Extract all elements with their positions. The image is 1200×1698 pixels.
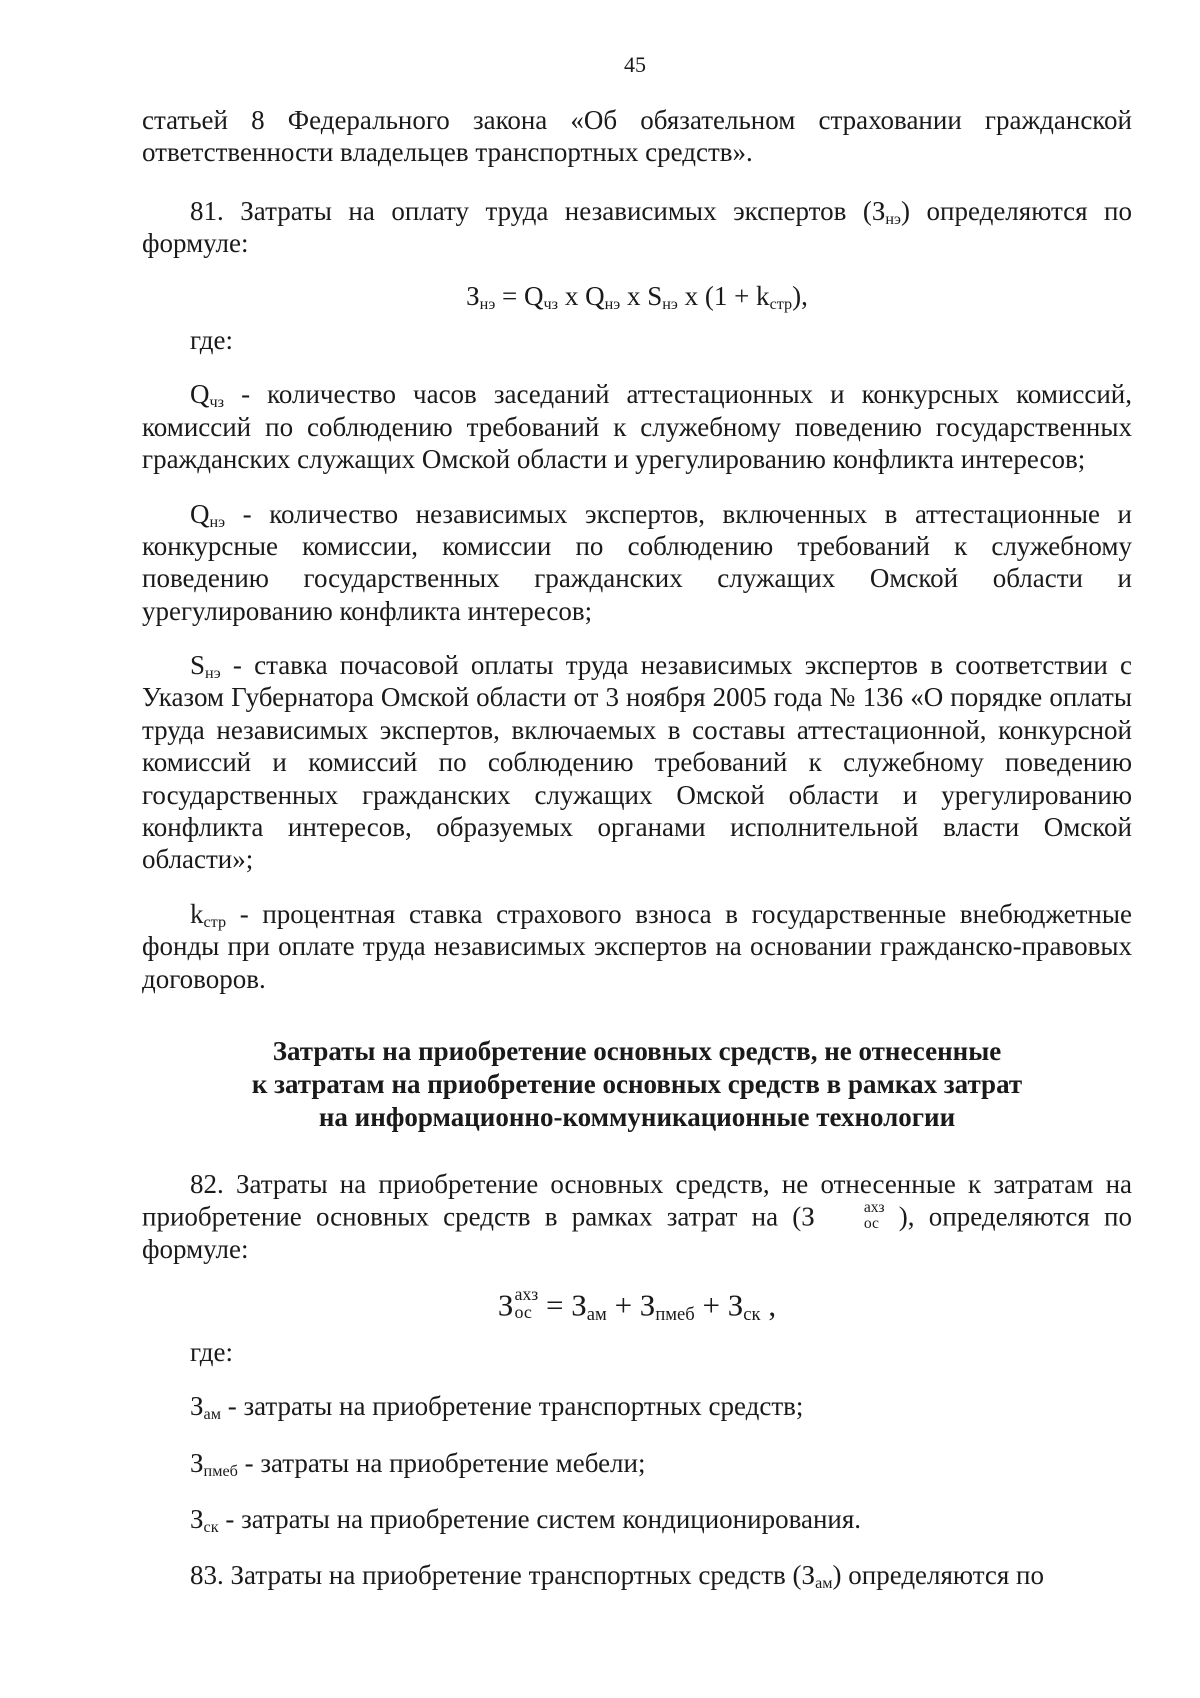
- definition-z-pmeb: $З_{пмеб}$ - затраты на приобретение мебели;: [190, 1447, 646, 1480]
- where-label-1: где:: [190, 324, 233, 355]
- sup-sub-stack: ахз ос: [514, 1284, 539, 1323]
- definition-s-ne: $S_{нэ}$ - ставка почасовой оплаты труда независимых экспертов в соответствии с Указом Губернатора Омской области от 3 ноября 2005 года № 136 «О порядке оплаты труда независимых экспертов, включаемых в составы аттестационной, конкурсной комиссий и комиссий по соблюдению требований к служебному поведению государственных гражданских служащих Омской области и урегулированию конфликта интересов, образуемых органами исполнительной власти Омской области»;: [142, 650, 1132, 875]
- heading-line-3: на информационно-коммуникационные технологии: [318, 1101, 956, 1132]
- formula-fixed-assets: З ахз ос = $З_{ам} + З_{пмеб} + З_{ск}$ ,: [497, 1284, 777, 1326]
- heading-line-1: Затраты на приобретение основных средств, не отнесенные: [272, 1035, 1002, 1066]
- section-heading: [142, 1035, 1132, 1134]
- definition-k-str: $k_{стр}$ - процентная ставка страхового взноса в государственные внебюджетные фонды при оплате труда независимых экспертов на основании гражданско-правовых договоров.: [142, 898, 1132, 994]
- heading-line-2: к затратам на приобретение основных средств в рамках затрат: [251, 1068, 1023, 1099]
- definition-z-sk: $З_{ск}$ - затраты на приобретение систем кондиционирования.: [190, 1503, 862, 1536]
- formula-independent-experts: $З_{нэ} = Q_{чз}$ x $Q_{нэ}$ x $S_{нэ}$ x $(1 + k_{стр})$,: [466, 280, 808, 313]
- page-number: 45: [624, 52, 646, 77]
- where-label-2: где:: [190, 1336, 233, 1367]
- definition-q-ne: $Q_{нэ}$ - количество независимых экспертов, включенных в аттестационные и конкурсные комиссии, комиссии по соблюдению требований к служебному поведению государственных гражданских служащих Омской области и урегулированию конфликта интересов;: [142, 498, 1132, 626]
- paragraph-82: 82. Затраты на приобретение основных средств, не отнесенные к затратам на приобретение основных средств в рамках затрат на (З ахз ос ), определяются по формуле:: [142, 1168, 1132, 1264]
- paragraph-83: 83. Затраты на приобретение транспортных средств $(З_{ам})$ определяются по: [190, 1560, 1044, 1593]
- sup-sub-stack: ахз ос: [863, 1199, 885, 1232]
- definition-q-chz: $Q_{чз}$ - количество часов заседаний аттестационных и конкурсных комиссий, комиссий по соблюдению требований к служебному поведению государственных гражданских служащих Омской области и урегулированию конфликта интересов;: [142, 379, 1132, 475]
- intro-paragraph: статьей 8 Федерального закона «Об обязательном страховании гражданской ответственности владельцев транспортных средств».: [142, 105, 1132, 168]
- paragraph-81: 81. Затраты на оплату труда независимых экспертов $(З_{нэ})$ определяются по формуле:: [142, 195, 1132, 259]
- page-content: [142, 104, 1132, 1592]
- definition-z-am: $З_{ам}$ - затраты на приобретение транспортных средств;: [190, 1391, 804, 1424]
